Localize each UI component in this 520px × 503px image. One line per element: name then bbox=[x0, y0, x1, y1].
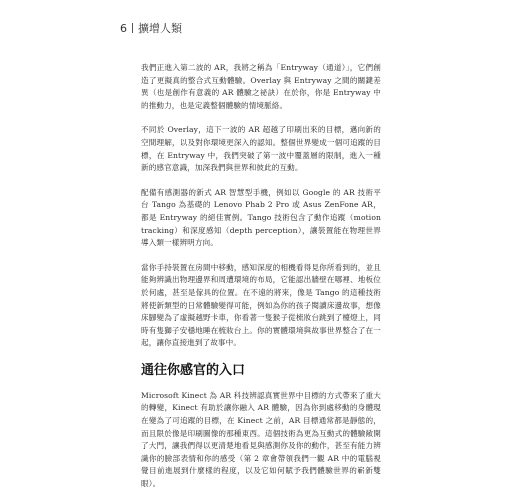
section-heading: 通往你感官的入口 bbox=[141, 362, 246, 378]
chapter-title: 擴增人類 bbox=[138, 22, 182, 35]
body-paragraph: 配備有感測器的新式 AR 智慧型手機，例如以 Google 的 AR 技術平台 Tango 為基礎的 Lenovo Phab 2 Pro 或 Asus ZenFone AR，都是 Entryway 的絕佳實例。Tango 技術包含了動作追蹤（motion tracking）和深度感知（depth perception），讓裝置能在物理世界導入類一樣辨明方向。 bbox=[141, 187, 381, 248]
page-body bbox=[141, 62, 381, 503]
body-paragraph: 我們正進入第二波的 AR，我將之稱為「Entryway（通道）」，它們創造了更擬真的整合式互動體驗。Overlay 與 Entryway 之間的關鍵差異（也是創作有意義的 AR 體驗之祕訣）在於你，你是 Entryway 中的推動力，也是定義整個體驗的情境脈絡。 bbox=[141, 63, 381, 110]
page-number: 6 bbox=[120, 22, 127, 35]
running-header bbox=[120, 22, 182, 36]
body-paragraph: 不同於 Overlay，這下一波的 AR 超越了印刷出來的目標，邁向新的空間理解，以及對你環境更深入的認知。整個世界變成一個可追蹤的目標，在 Entryway 中，我們突破了第一波中覆蓋層的限制，進入一種新的感官意識，加深我們與世界和彼此的互動。 bbox=[141, 125, 381, 173]
body-paragraph: Microsoft Kinect 為 AR 科技辨認真實世界中目標的方式帶來了重大的轉變，Kinect 有助於讓你融入 AR 體驗，因為你到處移動的身體現在變為了可追蹤的目標，在 Kinect 之前，AR 目標通常都是靜態的，而且限於像是印刷圖像的那種東西。這個技術為更為互動式的體驗敞開了大門，讓我們得以更清楚地看見與感測你及你的動作，甚至有能力辨識你的臉部表情和你的感受（第 2 章會帶領我們一觀 AR 中的電腦視覺目前進展到什麼樣的程度，以及它如何賦予我們體驗世界的嶄新雙眼）。 bbox=[141, 390, 381, 489]
header-divider bbox=[132, 23, 133, 33]
body-paragraph: 當你手持裝置在房間中移動，感知深度的相機看得見你所看到的，並且能夠辨識出物理邊界和周遭環境的布局，它能認出牆壁在哪裡、地板位於何處，甚至是傢具的位置。在不遠的將來，像是 Tango 的這種技術將使新類型的日常體驗變得可能，例如為你的孩子閱讀床邊故事，想像床腳變為了虛擬越野卡車，你看著一隻猴子從梳妝台跳到了檯燈上，同時有隻獅子安穩地睡在梳妝台上。你的實體環境與故事世界整合了在一起，讓你直接進到了故事中。 bbox=[141, 262, 381, 348]
